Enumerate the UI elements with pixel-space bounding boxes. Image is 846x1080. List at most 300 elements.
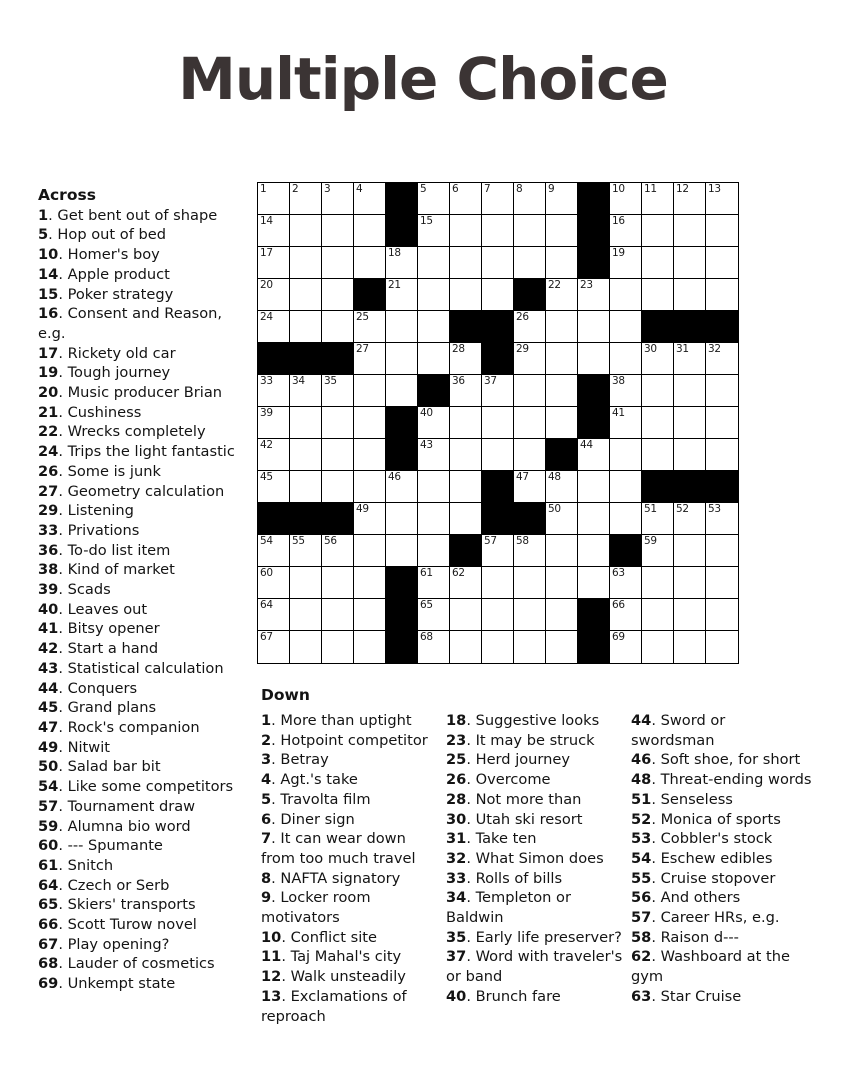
grid-cell[interactable] xyxy=(418,599,450,631)
grid-cell[interactable] xyxy=(674,279,706,311)
grid-cell[interactable] xyxy=(386,247,418,279)
grid-cell[interactable] xyxy=(706,215,738,247)
cell-number: 63 xyxy=(612,567,625,579)
grid-cell[interactable] xyxy=(642,599,674,631)
down-clue-58: 58. Raison d--- xyxy=(631,928,739,946)
grid-cell[interactable] xyxy=(482,247,514,279)
cell-number: 65 xyxy=(420,599,433,611)
grid-cell[interactable] xyxy=(450,631,482,663)
clue-number: 52 xyxy=(631,810,652,828)
grid-cell[interactable] xyxy=(642,247,674,279)
grid-cell[interactable] xyxy=(386,343,418,375)
down-clue-57: 57. Career HRs, e.g. xyxy=(631,909,780,927)
cell-number: 49 xyxy=(356,503,369,515)
grid-cell[interactable] xyxy=(418,535,450,567)
clue-number: 15 xyxy=(38,285,59,303)
clue-number: 35 xyxy=(446,928,467,946)
grid-cell[interactable] xyxy=(482,439,514,471)
grid-cell[interactable] xyxy=(322,439,354,471)
down-clue-column-3 xyxy=(631,711,813,1007)
cell-number: 34 xyxy=(292,375,305,387)
across-clue-15: 15. Poker strategy xyxy=(38,285,174,303)
grid-cell[interactable] xyxy=(354,471,386,503)
grid-cell[interactable] xyxy=(322,535,354,567)
grid-cell[interactable] xyxy=(450,215,482,247)
cell-number: 19 xyxy=(612,247,625,259)
grid-cell[interactable] xyxy=(450,471,482,503)
grid-cell[interactable] xyxy=(290,407,322,439)
grid-cell[interactable] xyxy=(290,311,322,343)
grid-cell[interactable] xyxy=(258,599,290,631)
grid-cell[interactable] xyxy=(674,535,706,567)
clue-number: 10 xyxy=(261,928,282,946)
grid-cell[interactable] xyxy=(290,631,322,663)
grid-cell[interactable] xyxy=(610,631,642,663)
grid-cell[interactable] xyxy=(642,343,674,375)
grid-cell[interactable] xyxy=(258,311,290,343)
clue-number: 25 xyxy=(446,751,467,769)
grid-cell[interactable] xyxy=(418,183,450,215)
down-clue-column-2 xyxy=(446,711,628,1007)
grid-cell[interactable] xyxy=(546,407,578,439)
clue-number: 56 xyxy=(631,889,652,907)
grid-cell[interactable] xyxy=(354,215,386,247)
clue-number: 32 xyxy=(446,849,467,867)
cell-number: 26 xyxy=(516,311,529,323)
grid-cell[interactable] xyxy=(514,439,546,471)
grid-cell[interactable] xyxy=(706,279,738,311)
black-square xyxy=(418,375,450,407)
grid-cell[interactable] xyxy=(546,599,578,631)
grid-cell[interactable] xyxy=(610,343,642,375)
grid-cell[interactable] xyxy=(418,439,450,471)
grid-cell[interactable] xyxy=(354,439,386,471)
grid-cell[interactable] xyxy=(354,311,386,343)
grid-cell[interactable] xyxy=(514,631,546,663)
grid-cell[interactable] xyxy=(706,503,738,535)
grid-cell[interactable] xyxy=(482,215,514,247)
grid-cell[interactable] xyxy=(674,407,706,439)
cell-number: 69 xyxy=(612,631,625,643)
grid-cell[interactable] xyxy=(642,407,674,439)
clue-number: 8 xyxy=(261,869,272,887)
grid-cell[interactable] xyxy=(610,407,642,439)
grid-cell[interactable] xyxy=(386,471,418,503)
grid-cell[interactable] xyxy=(290,471,322,503)
grid-cell[interactable] xyxy=(546,535,578,567)
across-clue-20: 20. Music producer Brian xyxy=(38,384,223,402)
black-square xyxy=(706,311,738,343)
grid-cell[interactable] xyxy=(642,631,674,663)
grid-cell[interactable] xyxy=(322,567,354,599)
grid-cell[interactable] xyxy=(418,567,450,599)
clue-number: 29 xyxy=(38,502,59,520)
grid-cell[interactable] xyxy=(514,567,546,599)
clue-number: 22 xyxy=(38,423,59,441)
grid-cell[interactable] xyxy=(258,183,290,215)
grid-cell[interactable] xyxy=(674,631,706,663)
grid-cell[interactable] xyxy=(482,535,514,567)
grid-cell[interactable] xyxy=(674,599,706,631)
grid-cell[interactable] xyxy=(706,439,738,471)
grid-cell[interactable] xyxy=(418,631,450,663)
clue-number: 16 xyxy=(38,305,59,323)
grid-cell[interactable] xyxy=(514,247,546,279)
cell-number: 56 xyxy=(324,535,337,547)
grid-cell[interactable] xyxy=(674,439,706,471)
clue-number: 64 xyxy=(38,876,59,894)
clue-number: 57 xyxy=(38,797,59,815)
grid-cell[interactable] xyxy=(546,311,578,343)
grid-cell[interactable] xyxy=(610,471,642,503)
clue-number: 63 xyxy=(631,987,652,1005)
clue-number: 62 xyxy=(631,948,652,966)
grid-cell[interactable] xyxy=(258,439,290,471)
grid-cell[interactable] xyxy=(706,247,738,279)
across-clue-41: 41. Bitsy opener xyxy=(38,620,160,638)
cell-number: 17 xyxy=(260,247,273,259)
grid-cell[interactable] xyxy=(354,183,386,215)
grid-cell[interactable] xyxy=(674,183,706,215)
crossword-grid xyxy=(257,182,739,664)
clue-number: 17 xyxy=(38,344,59,362)
grid-cell[interactable] xyxy=(354,567,386,599)
grid-cell[interactable] xyxy=(610,567,642,599)
cell-number: 4 xyxy=(356,183,363,195)
cell-number: 29 xyxy=(516,343,529,355)
grid-cell[interactable] xyxy=(386,279,418,311)
down-clue-56: 56. And others xyxy=(631,889,741,907)
grid-cell[interactable] xyxy=(386,311,418,343)
across-clue-38: 38. Kind of market xyxy=(38,561,175,579)
grid-cell[interactable] xyxy=(514,183,546,215)
grid-cell[interactable] xyxy=(418,471,450,503)
cell-number: 58 xyxy=(516,535,529,547)
grid-cell[interactable] xyxy=(674,567,706,599)
cell-number: 57 xyxy=(484,535,497,547)
down-clue-51: 51. Senseless xyxy=(631,790,733,808)
black-square xyxy=(514,503,546,535)
down-clue-54: 54. Eschew edibles xyxy=(631,849,773,867)
grid-cell[interactable] xyxy=(578,503,610,535)
clue-number: 6 xyxy=(261,810,272,828)
cell-number: 11 xyxy=(644,183,657,195)
grid-cell[interactable] xyxy=(546,631,578,663)
down-clue-5: 5. Travolta film xyxy=(261,790,371,808)
grid-cell[interactable] xyxy=(450,247,482,279)
grid-cell[interactable] xyxy=(546,471,578,503)
grid-cell[interactable] xyxy=(386,375,418,407)
cell-number: 10 xyxy=(612,183,625,195)
grid-cell[interactable] xyxy=(322,599,354,631)
grid-cell[interactable] xyxy=(482,375,514,407)
grid-cell[interactable] xyxy=(354,503,386,535)
grid-cell[interactable] xyxy=(322,183,354,215)
grid-cell[interactable] xyxy=(450,503,482,535)
grid-cell[interactable] xyxy=(386,535,418,567)
cell-number: 66 xyxy=(612,599,625,611)
grid-cell[interactable] xyxy=(482,631,514,663)
clue-number: 38 xyxy=(38,561,59,579)
across-clue-21: 21. Cushiness xyxy=(38,403,142,421)
grid-cell[interactable] xyxy=(706,183,738,215)
grid-cell[interactable] xyxy=(642,375,674,407)
grid-cell[interactable] xyxy=(450,343,482,375)
grid-cell[interactable] xyxy=(482,183,514,215)
grid-cell[interactable] xyxy=(578,343,610,375)
grid-cell[interactable] xyxy=(290,279,322,311)
grid-cell[interactable] xyxy=(578,279,610,311)
clue-number: 39 xyxy=(38,581,59,599)
cell-number: 20 xyxy=(260,279,273,291)
clue-number: 23 xyxy=(446,731,467,749)
clue-number: 11 xyxy=(261,948,282,966)
grid-cell[interactable] xyxy=(418,407,450,439)
cell-number: 5 xyxy=(420,183,427,195)
grid-cell[interactable] xyxy=(514,599,546,631)
grid-cell[interactable] xyxy=(290,599,322,631)
clue-number: 65 xyxy=(38,896,59,914)
clue-number: 42 xyxy=(38,640,59,658)
grid-cell[interactable] xyxy=(354,375,386,407)
grid-cell[interactable] xyxy=(418,343,450,375)
clue-number: 40 xyxy=(38,600,59,618)
across-clue-59: 59. Alumna bio word xyxy=(38,817,191,835)
grid-cell[interactable] xyxy=(322,311,354,343)
clue-number: 48 xyxy=(631,771,652,789)
black-square xyxy=(578,407,610,439)
clue-number: 33 xyxy=(446,869,467,887)
grid-cell[interactable] xyxy=(546,183,578,215)
grid-cell[interactable] xyxy=(610,439,642,471)
grid-cell[interactable] xyxy=(674,247,706,279)
grid-cell[interactable] xyxy=(290,375,322,407)
black-square xyxy=(386,215,418,247)
clue-number: 2 xyxy=(261,731,272,749)
grid-cell[interactable] xyxy=(354,343,386,375)
clue-number: 4 xyxy=(261,771,272,789)
clue-number: 69 xyxy=(38,975,59,993)
cell-number: 41 xyxy=(612,407,625,419)
grid-cell[interactable] xyxy=(578,471,610,503)
down-clue-52: 52. Monica of sports xyxy=(631,810,781,828)
grid-cell[interactable] xyxy=(610,503,642,535)
down-clue-32: 32. What Simon does xyxy=(446,849,604,867)
grid-cell[interactable] xyxy=(610,599,642,631)
grid-cell[interactable] xyxy=(674,343,706,375)
grid-cell[interactable] xyxy=(258,375,290,407)
grid-cell[interactable] xyxy=(258,631,290,663)
clue-number: 50 xyxy=(38,758,59,776)
grid-cell[interactable] xyxy=(642,567,674,599)
black-square xyxy=(290,343,322,375)
grid-cell[interactable] xyxy=(642,279,674,311)
across-clue-16: 16. Consent and Reason, e.g. xyxy=(38,305,223,342)
cell-number: 36 xyxy=(452,375,465,387)
grid-cell[interactable] xyxy=(450,375,482,407)
grid-cell[interactable] xyxy=(642,503,674,535)
grid-cell[interactable] xyxy=(290,567,322,599)
grid-cell[interactable] xyxy=(674,503,706,535)
grid-cell[interactable] xyxy=(642,535,674,567)
down-clue-8: 8. NAFTA signatory xyxy=(261,869,401,887)
clue-number: 12 xyxy=(261,968,282,986)
grid-cell[interactable] xyxy=(578,439,610,471)
grid-cell[interactable] xyxy=(546,375,578,407)
grid-cell[interactable] xyxy=(354,535,386,567)
across-header: Across xyxy=(38,186,96,204)
grid-cell[interactable] xyxy=(610,311,642,343)
grid-cell[interactable] xyxy=(258,567,290,599)
across-clue-33: 33. Privations xyxy=(38,521,140,539)
grid-cell[interactable] xyxy=(546,567,578,599)
grid-cell[interactable] xyxy=(642,215,674,247)
grid-cell[interactable] xyxy=(418,279,450,311)
cell-number: 1 xyxy=(260,183,267,195)
grid-cell[interactable] xyxy=(322,375,354,407)
grid-cell[interactable] xyxy=(610,247,642,279)
cell-number: 33 xyxy=(260,375,273,387)
grid-cell[interactable] xyxy=(706,631,738,663)
grid-cell[interactable] xyxy=(450,279,482,311)
grid-cell[interactable] xyxy=(610,375,642,407)
down-clue-55: 55. Cruise stopover xyxy=(631,869,776,887)
across-clue-61: 61. Snitch xyxy=(38,856,114,874)
grid-cell[interactable] xyxy=(546,215,578,247)
grid-cell[interactable] xyxy=(578,311,610,343)
grid-cell[interactable] xyxy=(706,343,738,375)
grid-cell[interactable] xyxy=(450,439,482,471)
cell-number: 6 xyxy=(452,183,459,195)
grid-cell[interactable] xyxy=(354,599,386,631)
grid-cell[interactable] xyxy=(450,407,482,439)
grid-cell[interactable] xyxy=(290,247,322,279)
grid-cell[interactable] xyxy=(418,215,450,247)
cell-number: 61 xyxy=(420,567,433,579)
grid-cell[interactable] xyxy=(706,407,738,439)
grid-cell[interactable] xyxy=(706,599,738,631)
grid-cell[interactable] xyxy=(354,247,386,279)
grid-cell[interactable] xyxy=(354,631,386,663)
cell-number: 62 xyxy=(452,567,465,579)
clue-number: 40 xyxy=(446,987,467,1005)
grid-cell[interactable] xyxy=(514,471,546,503)
grid-cell[interactable] xyxy=(450,183,482,215)
grid-cell[interactable] xyxy=(514,407,546,439)
clue-number: 3 xyxy=(261,751,272,769)
grid-cell[interactable] xyxy=(418,503,450,535)
cell-number: 14 xyxy=(260,215,273,227)
grid-cell[interactable] xyxy=(642,439,674,471)
grid-cell[interactable] xyxy=(290,439,322,471)
grid-cell[interactable] xyxy=(322,247,354,279)
grid-cell[interactable] xyxy=(450,567,482,599)
grid-cell[interactable] xyxy=(546,247,578,279)
clue-number: 54 xyxy=(631,849,652,867)
clue-number: 51 xyxy=(631,790,652,808)
grid-cell[interactable] xyxy=(610,279,642,311)
grid-cell[interactable] xyxy=(258,407,290,439)
grid-cell[interactable] xyxy=(706,567,738,599)
black-square xyxy=(578,215,610,247)
black-square xyxy=(482,311,514,343)
grid-cell[interactable] xyxy=(514,343,546,375)
grid-cell[interactable] xyxy=(418,311,450,343)
grid-cell[interactable] xyxy=(514,535,546,567)
grid-cell[interactable] xyxy=(546,503,578,535)
grid-cell[interactable] xyxy=(418,247,450,279)
cell-number: 28 xyxy=(452,343,465,355)
grid-cell[interactable] xyxy=(354,407,386,439)
clue-number: 55 xyxy=(631,869,652,887)
grid-cell[interactable] xyxy=(674,375,706,407)
grid-cell[interactable] xyxy=(706,375,738,407)
clue-number: 30 xyxy=(446,810,467,828)
grid-cell[interactable] xyxy=(674,215,706,247)
down-clue-column-1 xyxy=(261,711,443,1026)
black-square xyxy=(610,535,642,567)
clue-number: 20 xyxy=(38,384,59,402)
grid-cell[interactable] xyxy=(290,215,322,247)
grid-cell[interactable] xyxy=(322,279,354,311)
grid-cell[interactable] xyxy=(322,407,354,439)
grid-cell[interactable] xyxy=(514,311,546,343)
cell-number: 40 xyxy=(420,407,433,419)
grid-cell[interactable] xyxy=(546,343,578,375)
grid-cell[interactable] xyxy=(450,599,482,631)
grid-cell[interactable] xyxy=(386,503,418,535)
grid-cell[interactable] xyxy=(706,535,738,567)
cell-number: 45 xyxy=(260,471,273,483)
across-clue-43: 43. Statistical calculation xyxy=(38,659,224,677)
grid-cell[interactable] xyxy=(482,567,514,599)
grid-cell[interactable] xyxy=(642,183,674,215)
cell-number: 23 xyxy=(580,279,593,291)
clue-number: 60 xyxy=(38,837,59,855)
grid-cell[interactable] xyxy=(290,535,322,567)
cell-number: 60 xyxy=(260,567,273,579)
grid-cell[interactable] xyxy=(514,215,546,247)
clue-number: 14 xyxy=(38,265,59,283)
grid-cell[interactable] xyxy=(546,279,578,311)
grid-cell[interactable] xyxy=(322,471,354,503)
grid-cell[interactable] xyxy=(610,183,642,215)
clue-number: 61 xyxy=(38,856,59,874)
black-square xyxy=(578,183,610,215)
grid-cell[interactable] xyxy=(578,567,610,599)
grid-cell[interactable] xyxy=(322,631,354,663)
cell-number: 42 xyxy=(260,439,273,451)
grid-cell[interactable] xyxy=(322,215,354,247)
grid-cell[interactable] xyxy=(290,183,322,215)
grid-cell[interactable] xyxy=(482,407,514,439)
grid-cell[interactable] xyxy=(482,279,514,311)
across-clue-65: 65. Skiers' transports xyxy=(38,896,196,914)
grid-cell[interactable] xyxy=(258,535,290,567)
grid-cell[interactable] xyxy=(258,247,290,279)
grid-cell[interactable] xyxy=(258,279,290,311)
grid-cell[interactable] xyxy=(514,375,546,407)
grid-cell[interactable] xyxy=(610,215,642,247)
grid-cell[interactable] xyxy=(258,215,290,247)
grid-cell[interactable] xyxy=(258,471,290,503)
clue-number: 1 xyxy=(38,206,49,224)
grid-cell[interactable] xyxy=(578,535,610,567)
cell-number: 12 xyxy=(676,183,689,195)
cell-number: 15 xyxy=(420,215,433,227)
across-clue-36: 36. To-do list item xyxy=(38,541,171,559)
grid-cell[interactable] xyxy=(482,599,514,631)
